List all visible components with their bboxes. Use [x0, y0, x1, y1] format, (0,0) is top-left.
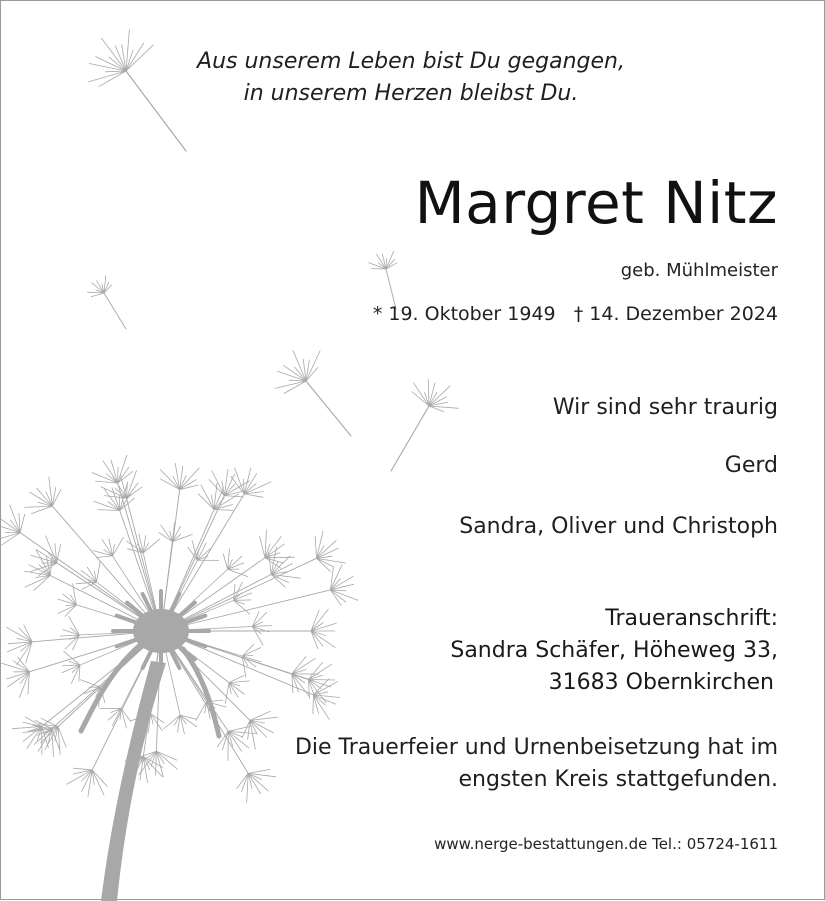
- seed-tuft: [391, 379, 459, 471]
- mourner-spouse: Gerd: [725, 453, 778, 478]
- ceremony-line-2: engsten Kreis stattgefunden.: [459, 767, 778, 792]
- life-dates: * 19. Oktober 1949 † 14. Dezember 2024: [373, 303, 778, 325]
- address-label: Traueranschrift:: [605, 603, 778, 634]
- mourning-intro: Wir sind sehr traurig: [553, 395, 778, 420]
- seed-tuft: [368, 251, 397, 309]
- funeral-home-contact: www.nerge-bestattungen.de Tel.: 05724-1611: [434, 835, 778, 853]
- seed-tuft: [275, 350, 351, 436]
- seed-tuft: [87, 275, 126, 329]
- seed-tuft: [161, 531, 346, 631]
- poem-line-2: in unserem Herzen bleibst Du.: [151, 79, 671, 109]
- mourner-children: Sandra, Oliver und Christoph: [459, 514, 778, 539]
- deceased-name: Margret Nitz: [415, 169, 778, 237]
- ceremony-line-1: Die Trauerfeier und Urnenbeisetzung hat im: [295, 735, 778, 760]
- dandelion-illustration: [1, 1, 825, 901]
- maiden-name: geb. Mühlmeister: [621, 260, 778, 281]
- poem-line-1: Aus unserem Leben bist Du gegangen,: [151, 47, 671, 77]
- address-street: Sandra Schäfer, Höheweg 33,: [450, 635, 778, 666]
- seed-tuft: [24, 477, 161, 631]
- address-city: 31683 Obernkirchen: [549, 667, 774, 698]
- dandelion-flower: [1, 455, 358, 901]
